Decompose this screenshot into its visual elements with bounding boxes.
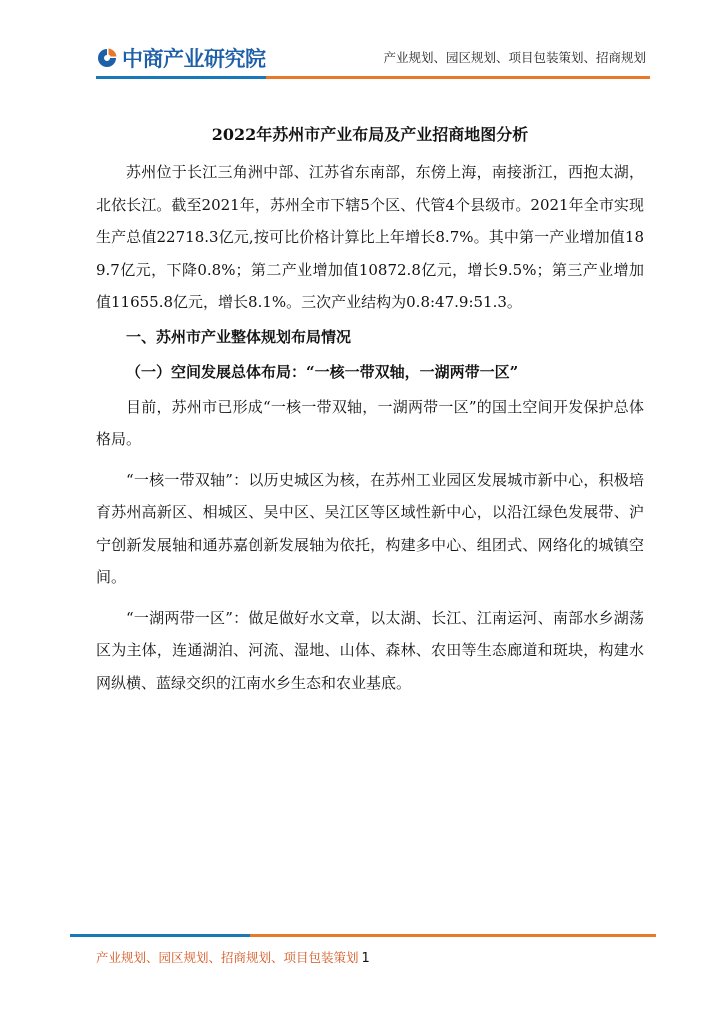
subsection-heading: （一）空间发展总体布局：“一核一带双轴，一湖两带一区”	[126, 362, 519, 381]
page-number: 1	[361, 951, 370, 966]
intro-paragraph: 苏州位于长江三角洲中部、江苏省东南部，东傍上海，南接浙江，西抱太湖，北依长江。截至2021年，苏州全市下辖5个区、代管4个县级市。2021年全市实现生产总值22718.3亿元,按可比价格计算比上年增长8.7%。其中第一产业增加值189.7亿元，下降0.8%；第二产业增加值10872.8亿元，增长9.5%；第三产业增加值11655.8亿元，增长8.1%。三次产业结构为0.8:47.9:51.3。	[96, 163, 644, 311]
logo-mark-icon	[96, 47, 118, 69]
body-paragraph-2: “一核一带双轴”：以历史城区为核，在苏州工业园区发展城市新中心，积极培育苏州高新区、相城区、吴中区、吴江区等区域性新中心，以沿江绿色发展带、沪宁创新发展轴和通苏嘉创新发展轴为依托，构建多中心、组团式、网络化的城镇空间。	[96, 470, 644, 586]
footer-slogan: 产业规划、园区规划、招商规划、项目包装策划	[96, 950, 359, 965]
logo	[96, 44, 266, 72]
logo-text: 中商产业研究院	[122, 47, 266, 71]
document-body	[96, 156, 644, 699]
header-slogan: 产业规划、园区规划、项目包装策划、招商规划	[383, 50, 646, 65]
body-paragraph-1: 目前，苏州市已形成“一核一带双轴，一湖两带一区”的国土空间开发保护总体格局。	[96, 397, 644, 448]
footer-rule-orange	[250, 934, 656, 937]
document-title: 2022年苏州市产业布局及产业招商地图分析	[211, 125, 529, 144]
body-paragraph-3: “一湖两带一区”：做足做好水文章，以太湖、长江、江南运河、南部水乡湖荡区为主体，连通湖泊、河流、湿地、山体、森林、农田等生态廊道和斑块，构建水网纵横、蓝绿交织的江南水乡生态和农业基底。	[96, 608, 644, 692]
section-heading: 一、苏州市产业整体规划布局情况	[126, 327, 352, 346]
header-rule-orange	[266, 76, 650, 79]
header-rule-blue	[96, 76, 266, 79]
footer	[96, 948, 370, 966]
footer-rule-blue	[70, 934, 250, 937]
